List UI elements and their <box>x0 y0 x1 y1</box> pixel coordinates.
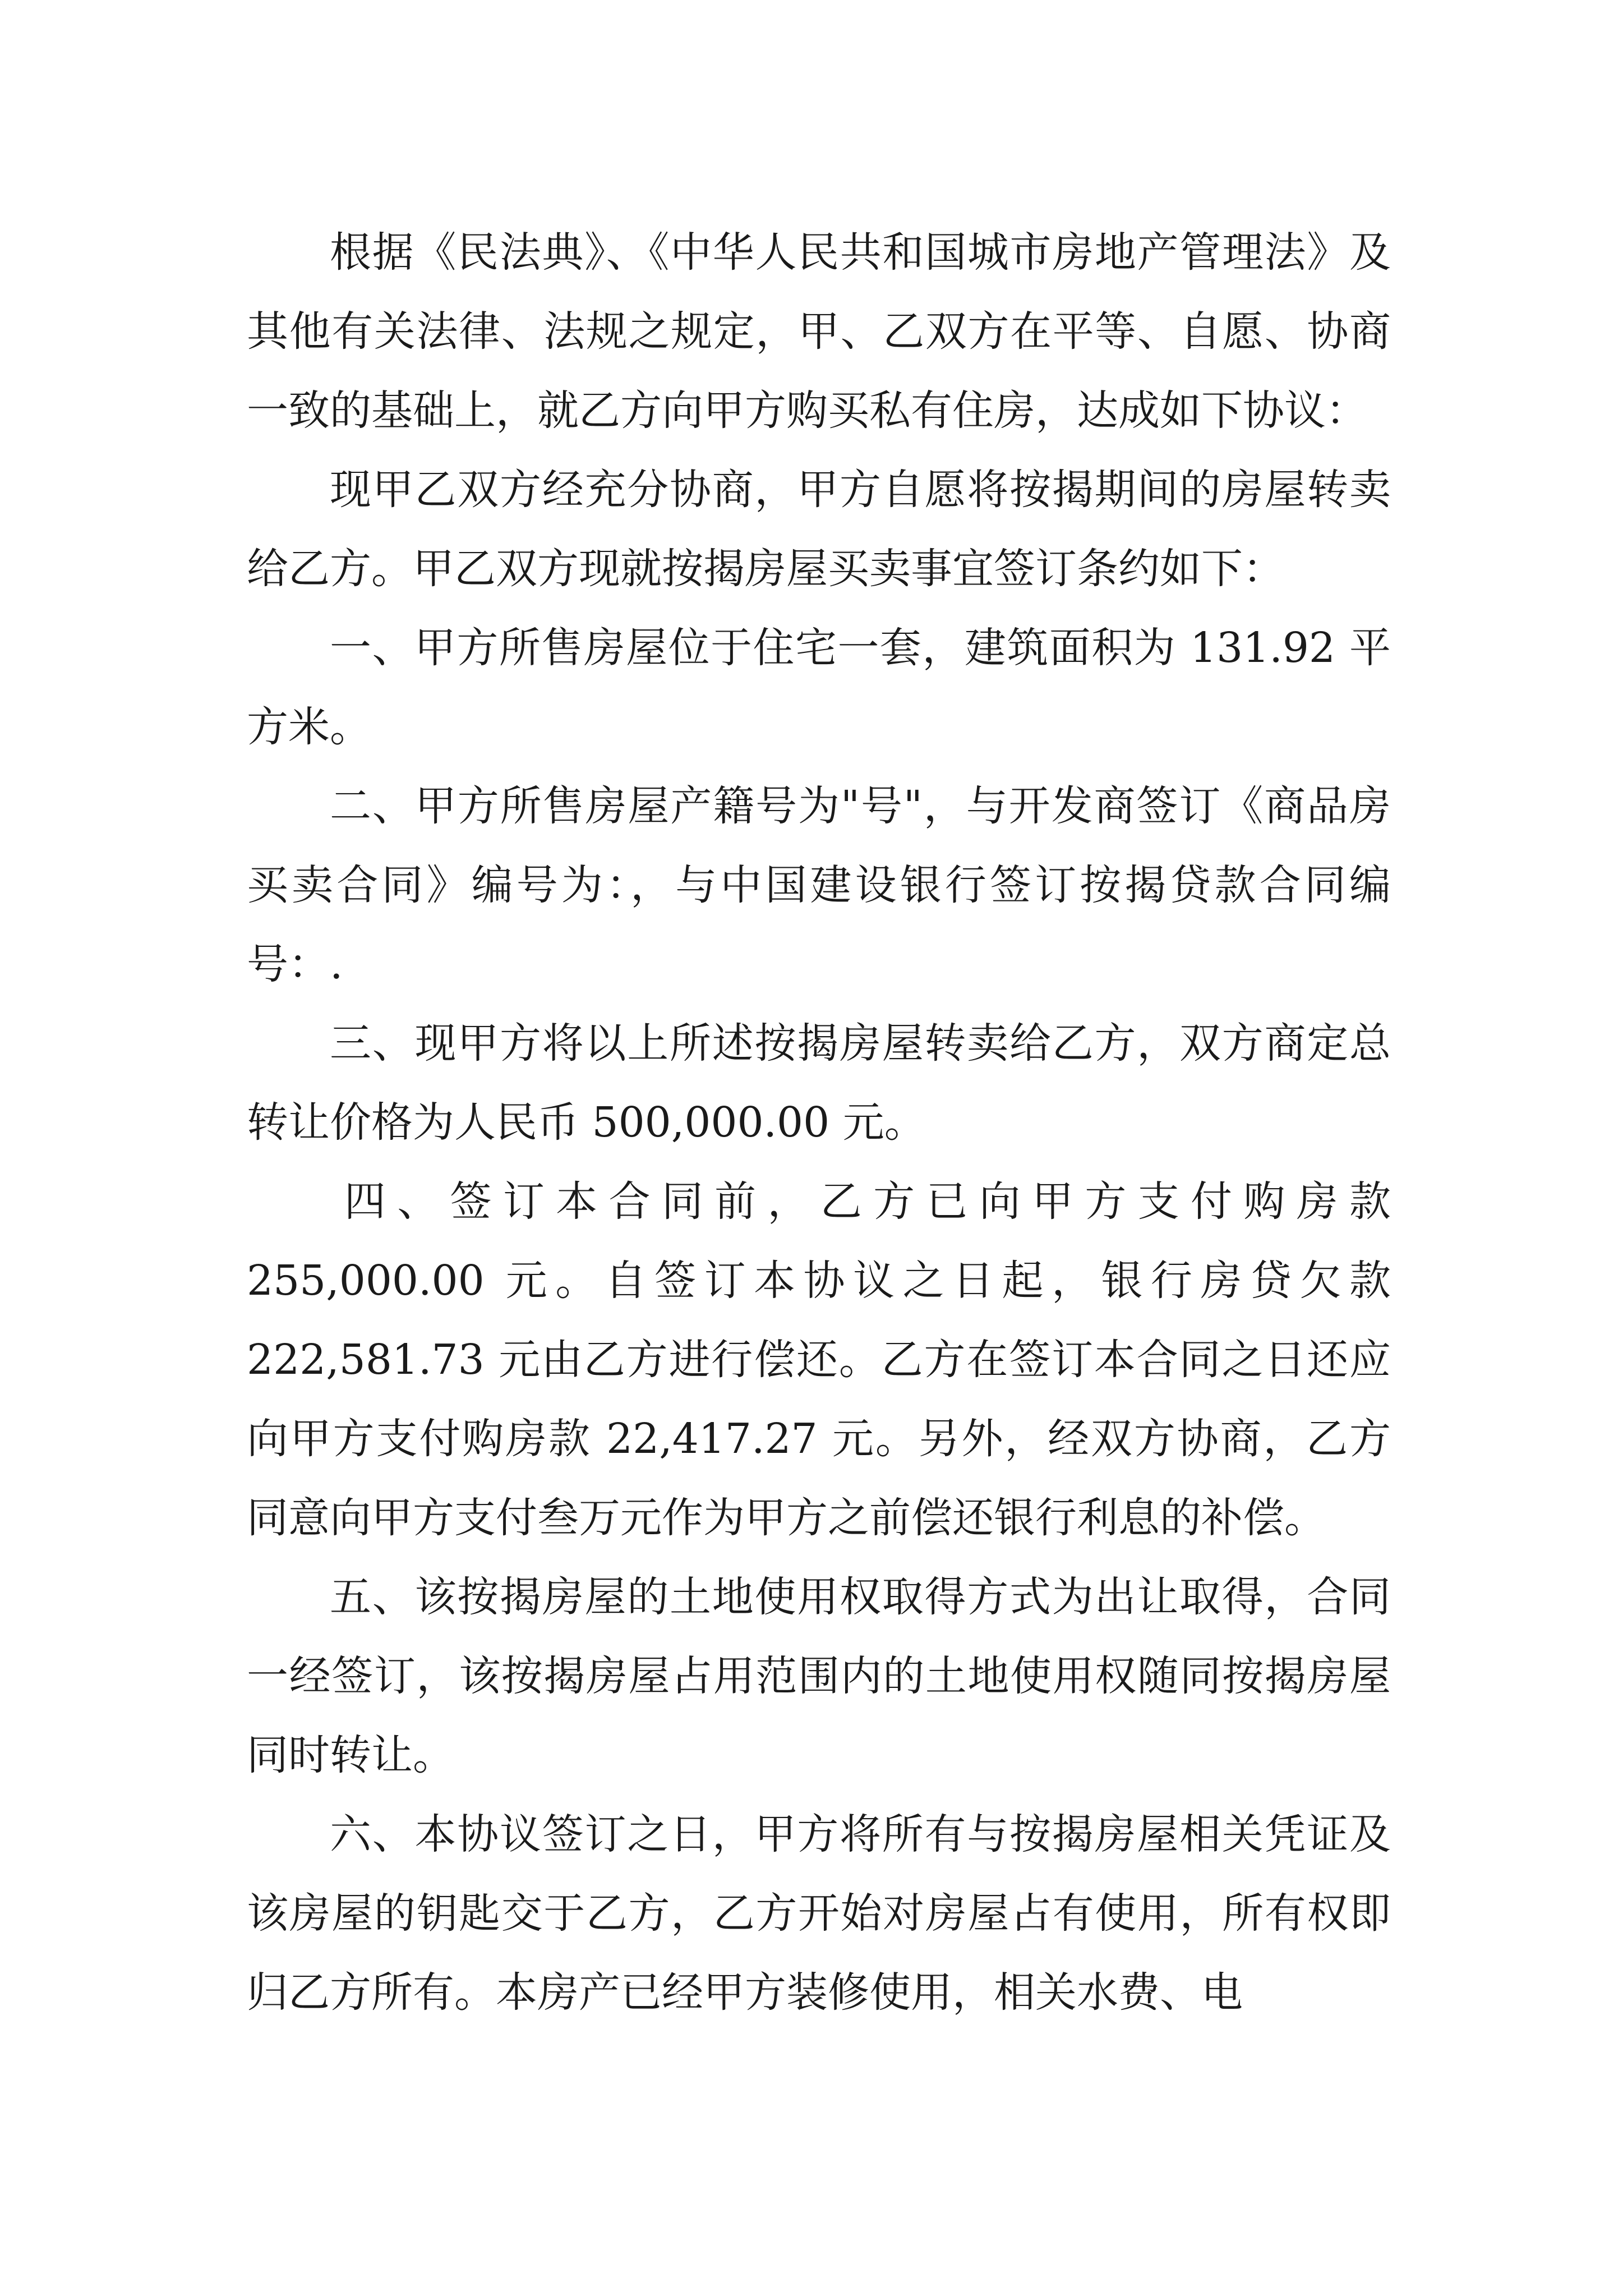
paragraph-intro: 现甲乙双方经充分协商，甲方自愿将按揭期间的房屋转卖给乙方。甲乙双方现就按揭房屋买卖事宜签订条约如下： <box>247 466 1391 593</box>
document-body <box>247 213 1391 2032</box>
clause-6: 六、本协议签订之日，甲方将所有与按揭房屋相关凭证及该房屋的钥匙交于乙方，乙方开始对房屋占有使用，所有权即归乙方所有。本房产已经甲方装修使用，相关水费、电 <box>247 1810 1391 2017</box>
clause-2: 二、甲方所售房屋产籍号为"号"，与开发商签订《商品房买卖合同》编号为：，与中国建设银行签订按揭贷款合同编号：. <box>247 782 1391 988</box>
clause-3: 三、现甲方将以上所述按揭房屋转卖给乙方，双方商定总转让价格为人民币 500,000.00 元。 <box>247 1019 1391 1147</box>
paragraph-preamble: 根据《民法典》、《中华人民共和国城市房地产管理法》及其他有关法律、法规之规定，甲、乙双方在平等、自愿、协商一致的基础上，就乙方向甲方购买私有住房，达成如下协议： <box>247 228 1391 435</box>
clause-1: 一、甲方所售房屋位于住宅一套，建筑面积为 131.92 平方米。 <box>247 624 1391 751</box>
clause-4: 四、签订本合同前，乙方已向甲方支付购房款 255,000.00 元。自签订本协议之日起，银行房贷欠款 222,581.73 元由乙方进行偿还。乙方在签订本合同之日还应向甲方支付购房款 22,417.27 元。另外，经双方协商，乙方同意向甲方支付叁万元作为甲方之前偿还银行利息的补偿。 <box>247 1177 1391 1542</box>
clause-5: 五、该按揭房屋的土地使用权取得方式为出让取得，合同一经签订，该按揭房屋占用范围内的土地使用权随同按揭房屋同时转让。 <box>247 1573 1391 1779</box>
